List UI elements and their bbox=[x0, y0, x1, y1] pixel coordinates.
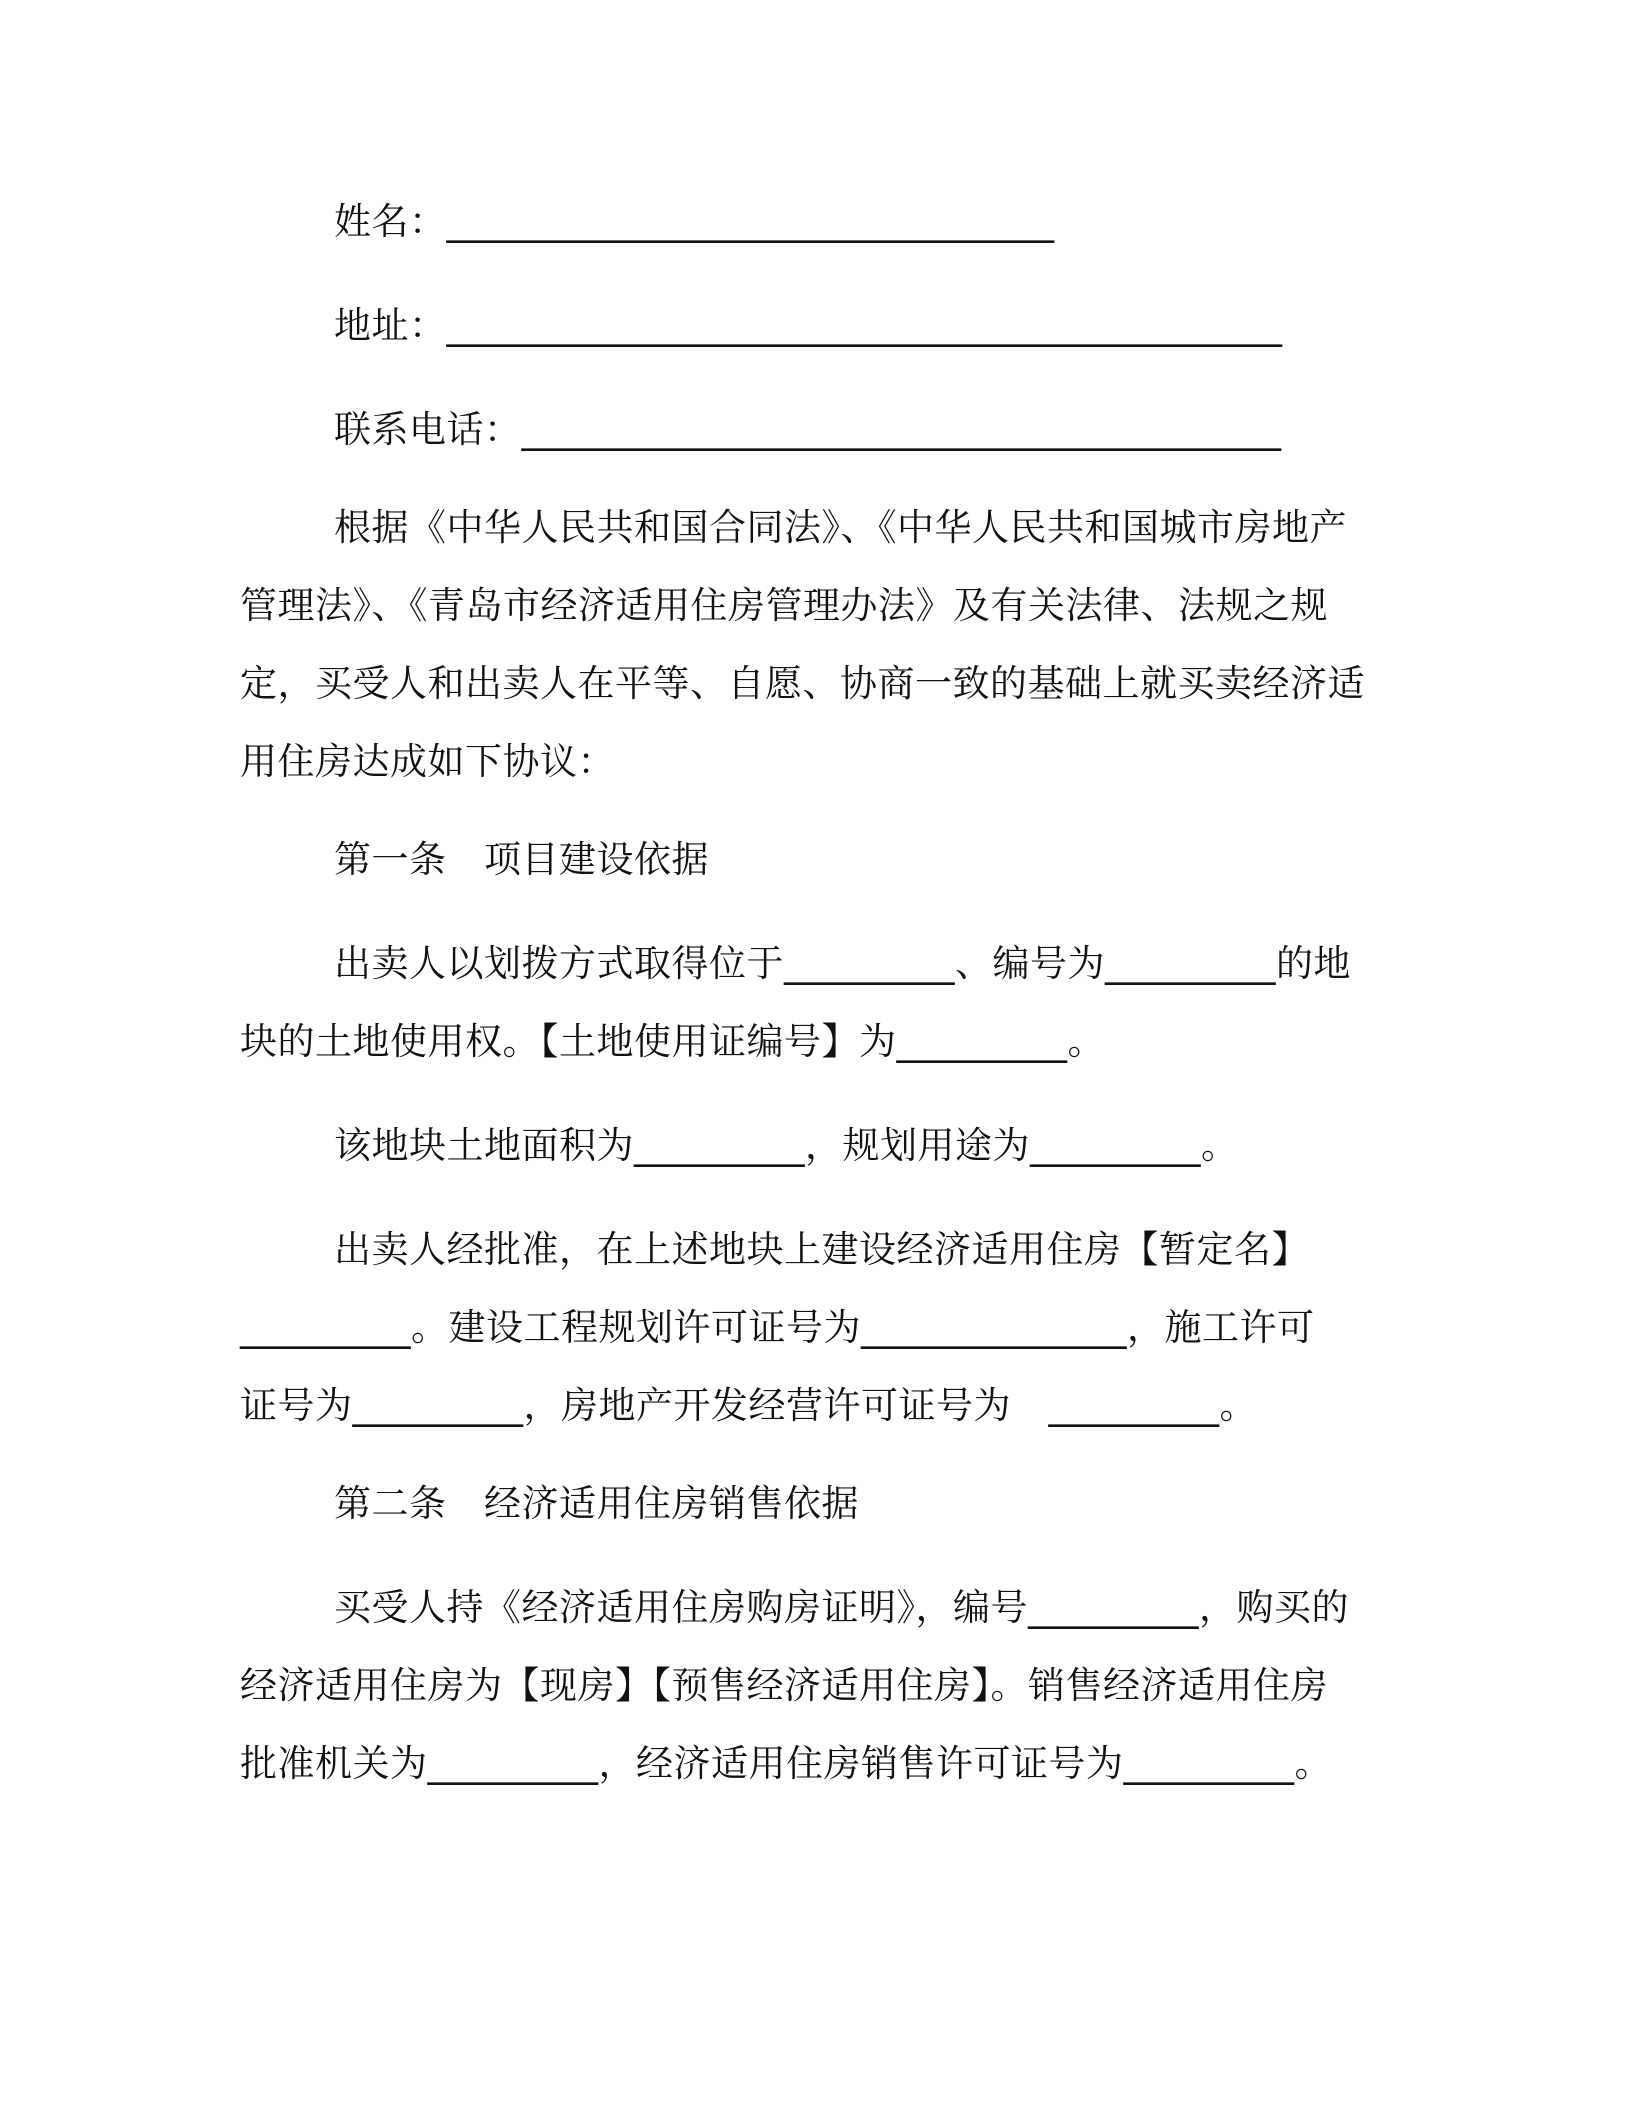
preamble-line: 根据《中华人民共和国合同法》、《中华人民共和国城市房地产 bbox=[334, 506, 1347, 549]
article2-paragraph1-line: 经济适用住房为【现房】【预售经济适用住房】。销售经济适用住房 bbox=[240, 1664, 1328, 1707]
article1-paragraph2-line: 该地块土地面积为_________，规划用途为_________。 bbox=[334, 1124, 1239, 1167]
address-field-line: 地址：____________________________________________ bbox=[334, 304, 1283, 347]
article2-paragraph1-line: 买受人持《经济适用住房购房证明》，编号_________，购买的 bbox=[334, 1586, 1349, 1629]
article1-paragraph1-line: 出卖人以划拨方式取得位于_________、编号为_________的地 bbox=[334, 942, 1351, 985]
preamble-line: 用住房达成如下协议： bbox=[240, 740, 615, 783]
article1-paragraph3-line: 出卖人经批准，在上述地块上建设经济适用住房【暂定名】 bbox=[334, 1228, 1309, 1271]
name-field-line: 姓名：________________________________ bbox=[334, 200, 1055, 243]
preamble-line: 定，买受人和出卖人在平等、自愿、协商一致的基础上就买卖经济适 bbox=[240, 662, 1365, 705]
preamble-line: 管理法》、《青岛市经济适用住房管理办法》及有关法律、法规之规 bbox=[240, 584, 1328, 627]
article1-paragraph3-line: _________。建设工程规划许可证号为______________，施工许可 bbox=[240, 1306, 1315, 1349]
article2-heading: 第二条 经济适用住房销售依据 bbox=[334, 1482, 859, 1525]
article1-paragraph3-line: 证号为_________，房地产开发经营许可证号为 _________。 bbox=[240, 1384, 1257, 1427]
phone-field-line: 联系电话：________________________________________ bbox=[334, 408, 1282, 451]
article1-paragraph1-line: 块的土地使用权。【土地使用证编号】为_________。 bbox=[240, 1020, 1105, 1063]
article2-paragraph1-line: 批准机关为_________，经济适用住房销售许可证号为_________。 bbox=[240, 1742, 1332, 1785]
article1-heading: 第一条 项目建设依据 bbox=[334, 838, 709, 881]
